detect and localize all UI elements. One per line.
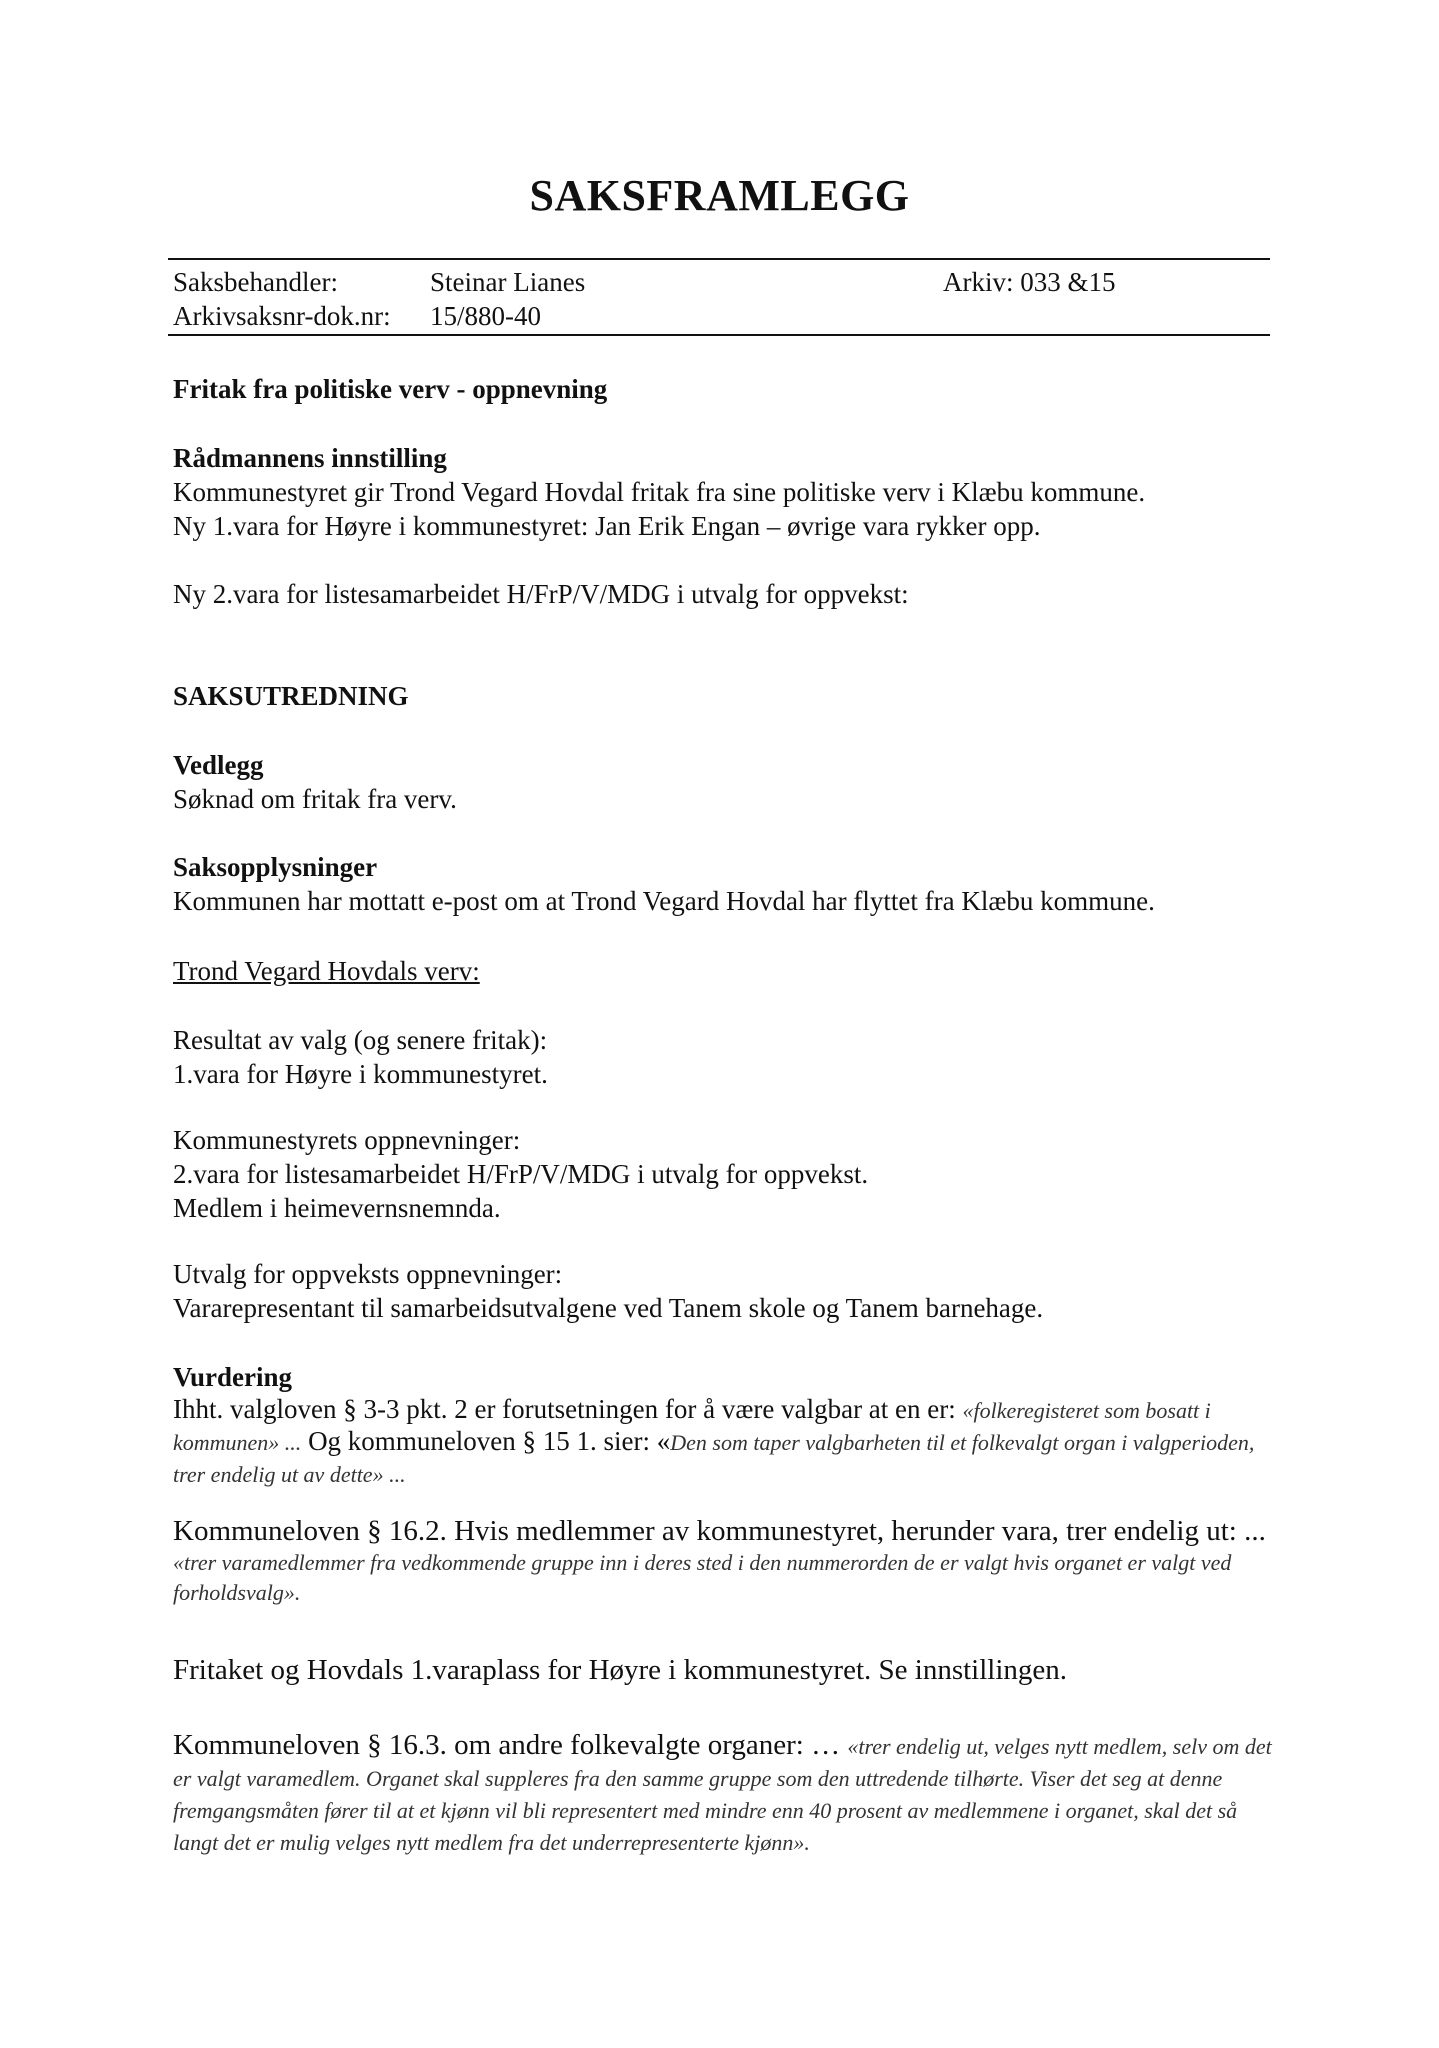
vurdering-section: [173, 1360, 1283, 1490]
ks-item-1: 2.vara for listesamarbeidet H/FrP/V/MDG i utvalg for oppvekst.: [173, 1159, 869, 1189]
arkivsaksnr-value: 15/880-40: [430, 301, 541, 331]
valg-label: Resultat av valg (og senere fritak):: [173, 1025, 548, 1055]
innstilling-heading: Rådmannens innstilling: [173, 443, 447, 473]
case-title: Fritak fra politiske verv - oppnevning: [173, 374, 608, 404]
uo-item: Vararepresentant til samarbeidsutvalgene ved Tanem skole og Tanem barnehage.: [173, 1293, 1044, 1323]
arkiv-code: Arkiv: 033 &15: [943, 267, 1116, 297]
vurdering-p1-quote-2: Den som taper valgbarheten til et folkevalgt organ i valgperioden, trer endelig ut av dette» ...: [173, 1430, 1255, 1487]
vurdering-paragraph-1: [173, 1394, 1283, 1490]
vurdering-paragraph-4: [173, 1730, 1283, 1858]
saksopplysninger-heading: Saksopplysninger: [173, 852, 378, 882]
valg-section: [173, 1023, 1273, 1091]
innstilling-section: [173, 441, 1273, 543]
saksbehandler-label: Saksbehandler:: [173, 267, 338, 297]
vedlegg-section: [173, 748, 1273, 816]
saksopplysninger-section: [173, 850, 1273, 918]
uo-label: Utvalg for oppveksts oppnevninger:: [173, 1259, 563, 1289]
header-bottom-rule: [168, 334, 1270, 336]
valg-item: 1.vara for Høyre i kommunestyret.: [173, 1059, 548, 1089]
vurdering-paragraph-2: [173, 1514, 1283, 1608]
vedlegg-text: Søknad om fritak fra verv.: [173, 784, 457, 814]
vurdering-p4-quote: «trer endelig ut, velges nytt medlem, selv om det er valgt varamedlem. Organet skal suppleres fra den samme gruppe som den uttredende tilhørte. Viser det seg at denne fremgangsmåten fører til at et kjønn vil bli representert med mindre enn 40 prosent av medlemmene i organet, skal det så langt det er mulig velges nytt medlem fra det underrepresenterte kjønn».: [173, 1734, 1272, 1855]
document-title: SAKSFRAMLEGG: [529, 171, 910, 220]
ks-label: Kommunestyrets oppnevninger:: [173, 1125, 521, 1155]
verv-heading: Trond Vegard Hovdals verv:: [173, 956, 480, 986]
vurdering-p2-quote: «trer varamedlemmer fra vedkommende gruppe inn i deres sted i den nummerorden de er valgt hvis organet er valgt ved forholdsvalg».: [173, 1550, 1232, 1605]
vurdering-p2-text: Kommuneloven § 16.2. Hvis medlemmer av kommunestyret, herunder vara, trer endelig ut: ...: [173, 1515, 1266, 1547]
vedlegg-heading: Vedlegg: [173, 750, 264, 780]
vurdering-p1-quote-1: «folkeregisteret som bosatt i kommunen» ...: [173, 1398, 1211, 1455]
vurdering-p4-text: Kommuneloven § 16.3. om andre folkevalgte organer: …: [173, 1729, 848, 1761]
saksopplysninger-text: Kommunen har mottatt e-post om at Trond Vegard Hovdal har flyttet fra Klæbu kommune.: [173, 886, 1155, 916]
arkivsaksnr-label: Arkivsaksnr-dok.nr:: [173, 301, 391, 331]
innstilling-line-3: Ny 2.vara for listesamarbeidet H/FrP/V/MDG i utvalg for oppvekst:: [173, 579, 909, 609]
innstilling-line-2: Ny 1.vara for Høyre i kommunestyret: Jan Erik Engan – øvrige vara rykker opp.: [173, 511, 1041, 541]
vurdering-heading: Vurdering: [173, 1362, 293, 1392]
header-top-rule: [168, 258, 1270, 260]
saksutredning-heading: SAKSUTREDNING: [173, 681, 409, 711]
kommunestyret-section: [173, 1123, 1273, 1225]
vurdering-paragraph-3: Fritaket og Hovdals 1.varaplass for Høyre i kommunestyret. Se innstillingen.: [173, 1654, 1068, 1686]
innstilling-line-1: Kommunestyret gir Trond Vegard Hovdal fritak fra sine politiske verv i Klæbu kommune.: [173, 477, 1146, 507]
utvalg-section: [173, 1257, 1273, 1325]
vurdering-p1-text-b: Og kommuneloven § 15 1. sier: «: [301, 1426, 671, 1456]
saksbehandler-value: Steinar Lianes: [430, 267, 586, 297]
ks-item-2: Medlem i heimevernsnemnda.: [173, 1193, 501, 1223]
vurdering-p1-text-a: Ihht. valgloven § 3-3 pkt. 2 er forutsetningen for å være valgbar at en er:: [173, 1394, 963, 1424]
